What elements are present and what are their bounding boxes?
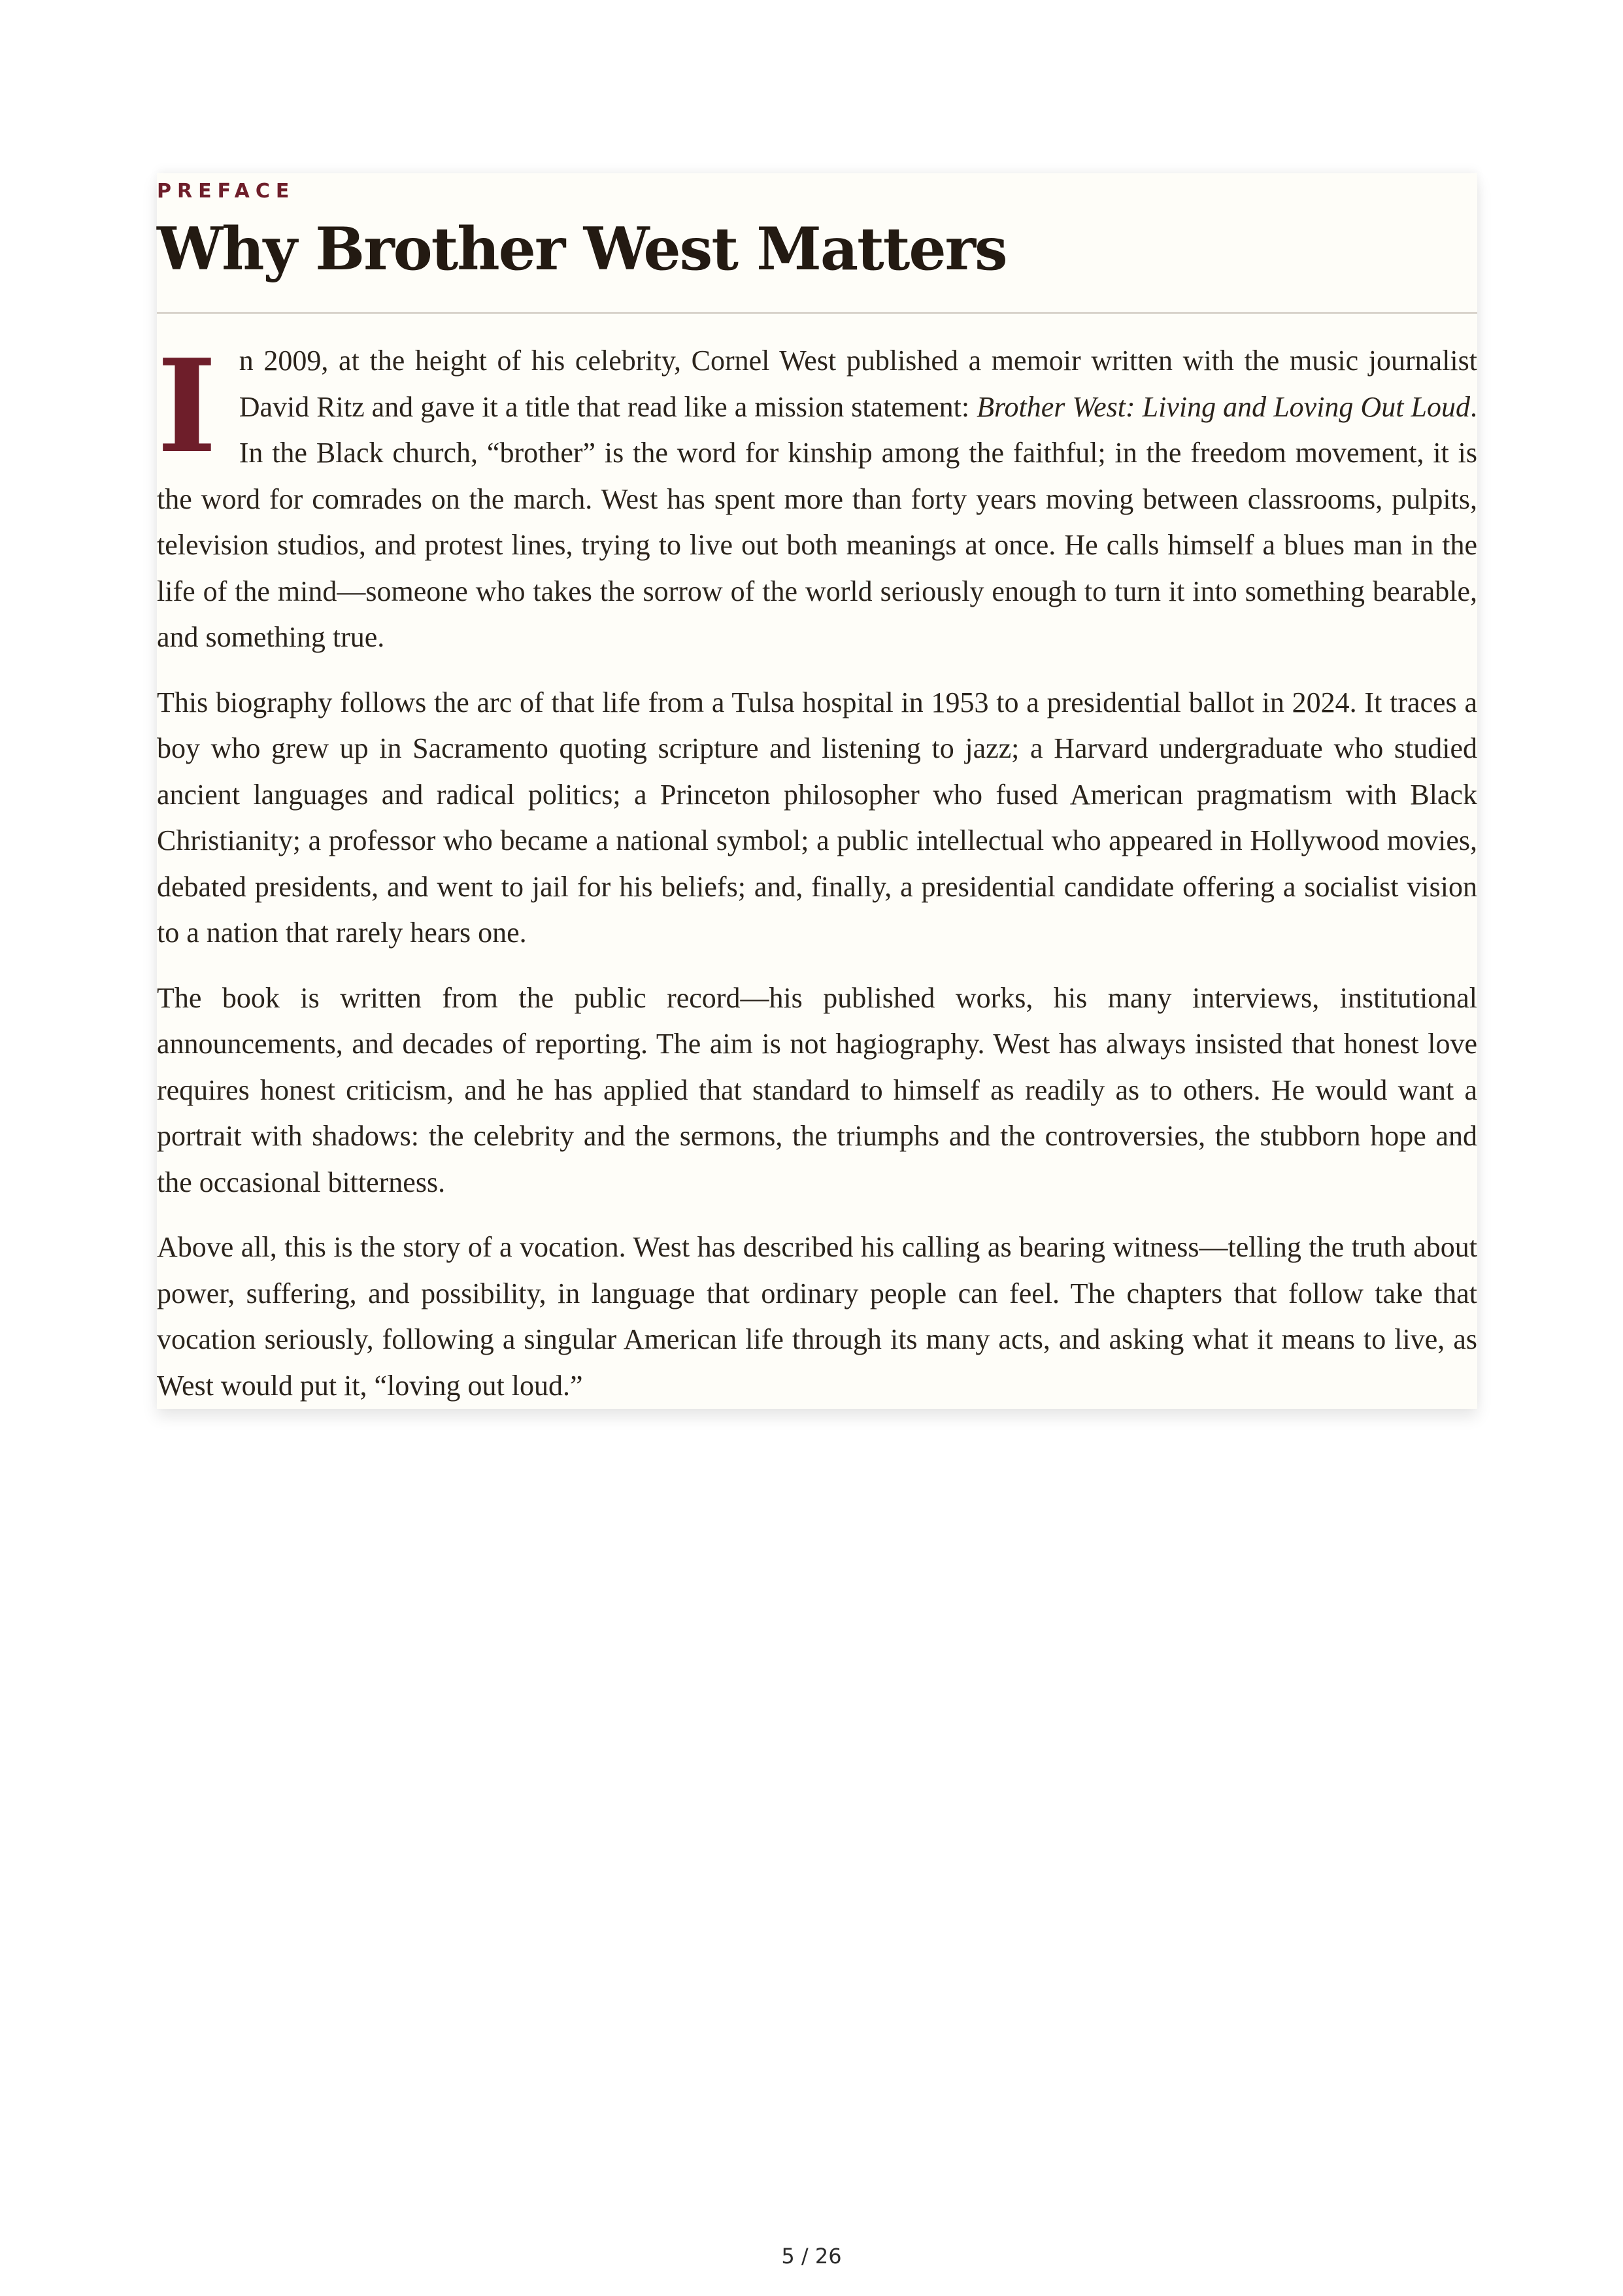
paragraph-2: This biography follows the arc of that life from a Tulsa hospital in 1953 to a presidential ballot in 2024. It traces a boy who grew up in Sacramento quoting scripture and listening to jazz; a Harvard undergraduate who studied ancient languages and radical politics; a Princeton philosopher who fused American pragmatism with Black Christianity; a professor who became a national symbol; a public intellectual who appeared in Hollywood movies, debated presidents, and went to jail for his beliefs; and, finally, a presidential candidate offering a socialist vision to a nation that rarely hears one. — [157, 686, 1477, 949]
preface-body — [157, 331, 1477, 1428]
drop-cap: I — [157, 331, 217, 482]
section-kicker: PREFACE — [157, 180, 295, 203]
chapter-title: Why Brother West Matters — [157, 214, 1007, 284]
memoir-title: Brother West: Living and Loving Out Loud — [977, 390, 1470, 423]
paragraph-1 — [157, 331, 1477, 661]
paragraph-1-rest: . In the Black church, “brother” is the word for kinship among the faithful; in the freedom movement, it is the word for comrades on the march. West has spent more than forty years moving between classrooms, pulpits, television studios, and protest lines, trying to live out both meanings at once. He calls himself a blues man in the life of the mind—someone who takes the sorrow of the world seriously enough to turn it into something bearable, and something true. — [157, 390, 1477, 653]
page-number: 5 / 26 — [781, 2244, 842, 2269]
paragraph-1-lead: n 2009, at the height of his celebrity, Cornel West published a memoir written with the music journalist David Ritz and gave it a title that read like a mission statement: — [239, 345, 1477, 423]
paragraph-4: Above all, this is the story of a vocation. West has described his calling as bearing witness—telling the truth about power, suffering, and possibility, in language that ordinary people can feel. The chapters that follow take that vocation seriously, following a singular American life through its many acts, and asking what it means to live, as West would put it, “loving out loud.” — [157, 1231, 1477, 1402]
paragraph-3: The book is written from the public record—his published works, his many interviews, institutional announcements, and decades of reporting. The aim is not hagiography. West has always insisted that honest love requires honest criticism, and he has applied that standard to himself as readily as to others. He would want a portrait with shadows: the celebrity and the sermons, the triumphs and the controversies, the stubborn hope and the occasional bitterness. — [157, 981, 1477, 1198]
title-divider — [157, 312, 1477, 314]
preface-panel — [157, 173, 1477, 1409]
